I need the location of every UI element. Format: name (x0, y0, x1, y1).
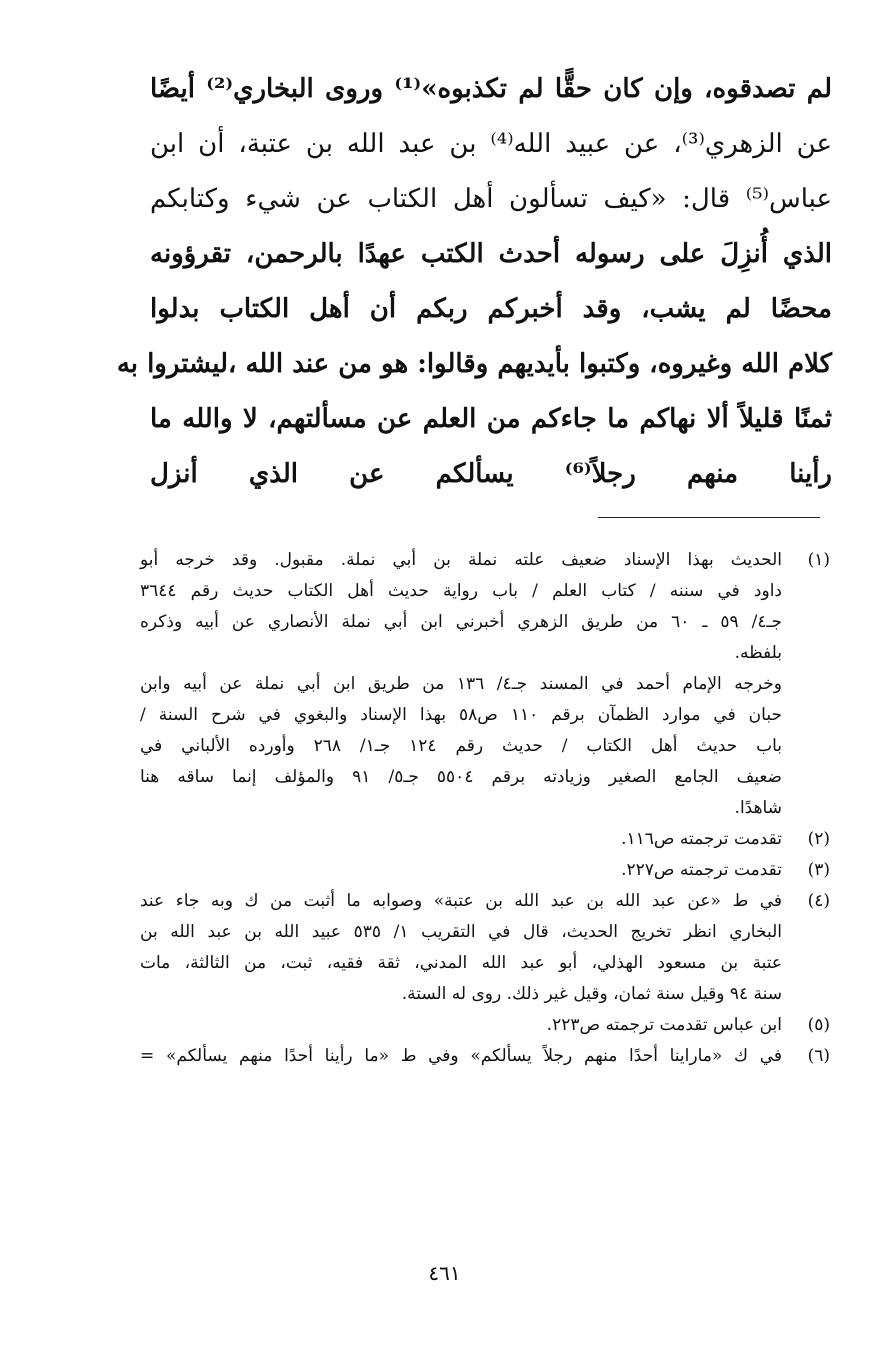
main-text-line: رأينا منهم رجلاً⁽⁶⁾ يسألكم عن الذي أنزل (150, 459, 832, 489)
footnote-number: (٦) (807, 1046, 830, 1066)
footnote-line: تقدمت ترجمته ص١١٦. (621, 829, 782, 849)
footnotes (140, 545, 830, 1072)
footnote-number: (٢) (807, 829, 830, 849)
footnote-line: جـ٤/ ٥٩ ـ ٦٠ من طريق الزهري أخبرني ابن أبي نملة الأنصاري عن أبيه وذكره (140, 612, 782, 632)
footnote (140, 824, 830, 855)
footnote-line: باب حديث أهل الكتاب / حديث رقم ١٢٤ جـ١/ ٢٦٨ وأورده الألباني في (140, 736, 782, 756)
footnote (140, 1041, 830, 1072)
main-text-line: كلام الله وغيروه، وكتبوا بأيديهم وقالوا: هو من عند الله ،ليشتروا به (116, 349, 832, 379)
footnote-separator (598, 517, 820, 518)
footnote (140, 886, 830, 1010)
footnote-line: في ط «عن عبد الله بن عبد الله بن عتبة» وصوابه ما أثبت من ك وبه جاء عند (140, 891, 782, 911)
main-text-line: عن الزهري⁽³⁾، عن عبيد الله⁽⁴⁾ بن عبد الله بن عتبة، أن ابن (150, 129, 832, 159)
footnote-line: ابن عباس تقدمت ترجمته ص٢٢٣. (546, 1015, 782, 1035)
main-text-line: لم تصدقوه، وإن كان حقًّا لم تكذبوه»⁽¹⁾ وروى البخاري⁽²⁾ أيضًا (150, 74, 832, 104)
footnote-line: حبان في موارد الظمآن برقم ١١٠ ص٥٨ بهذا الإسناد والبغوي في شرح السنة / (140, 705, 782, 725)
page-number: ٤٦١ (428, 1261, 461, 1285)
footnote-line: ضعيف الجامع الصغير وزيادته برقم ٥٥٠٤ جـ٥/ ٩١ والمؤلف إنما ساقه هنا (140, 767, 782, 787)
footnote-line: البخاري انظر تخريج الحديث، قال في التقريب ١/ ٥٣٥ عبيد الله بن عبد الله بن (140, 922, 782, 942)
footnote-number: (٥) (807, 1015, 830, 1035)
footnote (140, 1010, 830, 1041)
main-text-line: محضًا لم يشب، وقد أخبركم ربكم أن أهل الكتاب بدلوا (150, 294, 832, 324)
footnote-number: (٣) (807, 860, 830, 880)
footnote-line: وخرجه الإمام أحمد في المسند جـ٤/ ١٣٦ من طريق ابن أبي نملة عن أبيه وابن (140, 674, 782, 694)
footnote-number: (١) (807, 550, 830, 570)
footnote-line: داود في سننه / كتاب العلم / باب رواية حديث أهل الكتاب حديث رقم ٣٦٤٤ (140, 581, 782, 601)
footnote-line: في ك «ماراينا أحدًا منهم رجلاً يسألكم» وفي ط «ما رأينا أحدًا منهم يسألكم» = (140, 1046, 782, 1066)
footnote-line: بلفظه. (734, 643, 782, 663)
main-text-line: ثمنًا قليلاً ألا نهاكم ما جاءكم من العلم عن مسألتهم، لا والله ما (150, 404, 832, 434)
footnote-number: (٤) (807, 891, 830, 911)
main-text (116, 62, 832, 502)
footnote-line: سنة ٩٤ وقيل سنة ثمان، وقيل غير ذلك. روى له الستة. (401, 984, 782, 1004)
footnote-line: تقدمت ترجمته ص٢٢٧. (621, 860, 782, 880)
footnote-line: عتبة بن مسعود الهذلي، أبو عبد الله المدني، ثقة فقيه، ثبت، من الثالثة، مات (140, 953, 782, 973)
footnote-line: الحديث بهذا الإسناد ضعيف علته نملة بن أبي نملة. مقبول. وقد خرجه أبو (140, 550, 782, 570)
footnote-line: شاهدًا. (734, 798, 782, 818)
main-text-line: عباس⁽⁵⁾ قال: «كيف تسألون أهل الكتاب عن شيء وكتابكم (150, 184, 832, 214)
main-text-line: الذي أُنزِلَ على رسوله أحدث الكتب عهدًا بالرحمن، تقرؤونه (150, 239, 832, 269)
footnote (140, 855, 830, 886)
footnote (140, 545, 830, 824)
